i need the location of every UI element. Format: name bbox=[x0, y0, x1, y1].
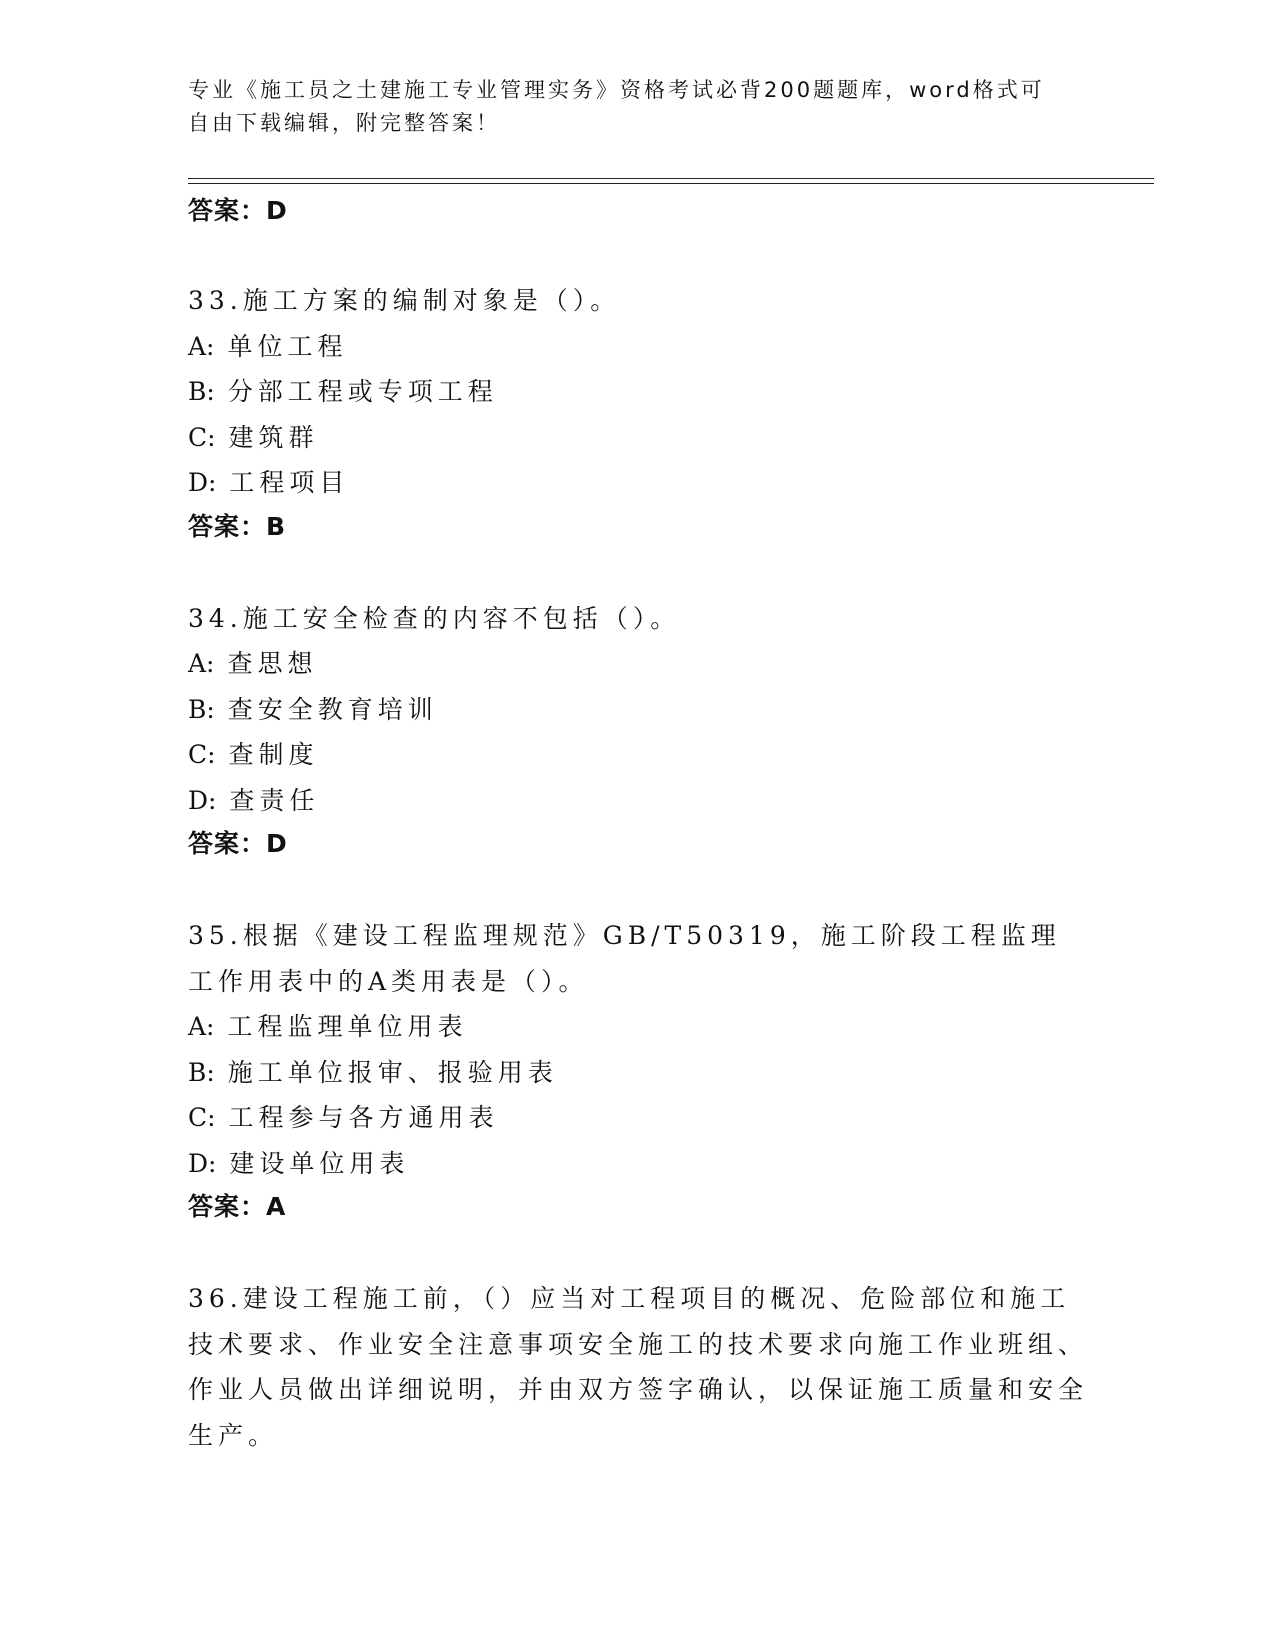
option-key: B: bbox=[188, 694, 215, 724]
option-key: D: bbox=[188, 1148, 217, 1178]
option-text: 工程监理单位用表 bbox=[227, 1012, 468, 1041]
answer-value: A bbox=[266, 1192, 287, 1221]
question-33 bbox=[188, 278, 1088, 552]
question-stem: 36.建设工程施工前，（）应当对工程项目的概况、危险部位和施工技术要求、作业安全注意事项安全施工的技术要求向施工作业班组、作业人员做出详细说明，并由双方签字确认，以保证施工质量和安全生产。 bbox=[188, 1284, 1089, 1450]
answer-line bbox=[188, 1186, 1088, 1232]
option-a bbox=[188, 641, 1088, 687]
option-b bbox=[188, 1050, 1088, 1096]
option-b bbox=[188, 687, 1088, 733]
option-key: B: bbox=[188, 377, 215, 406]
question-36 bbox=[188, 1276, 1088, 1458]
question-34 bbox=[188, 596, 1088, 870]
answer-label: 答案： bbox=[188, 829, 267, 858]
option-text: 查安全教育培训 bbox=[227, 694, 438, 724]
option-d bbox=[188, 778, 1088, 824]
option-d bbox=[188, 1141, 1088, 1187]
option-text: 单位工程 bbox=[227, 331, 348, 361]
option-a bbox=[188, 324, 1088, 370]
option-c bbox=[188, 1095, 1088, 1141]
option-text: 查责任 bbox=[229, 785, 320, 815]
option-text: 建设单位用表 bbox=[229, 1148, 410, 1178]
header-rule-bottom bbox=[188, 183, 1154, 184]
answer-value: D bbox=[266, 829, 288, 858]
answer-label: 答案： bbox=[188, 511, 267, 541]
content-body bbox=[188, 190, 1088, 1458]
option-key: C: bbox=[188, 740, 216, 769]
document-header: 专业《施工员之土建施工专业管理实务》资格考试必背200题题库，word格式可 自由下载编辑，附完整答案！ bbox=[188, 78, 1045, 135]
option-key: A: bbox=[188, 1012, 215, 1041]
option-text: 建筑群 bbox=[228, 422, 319, 452]
question-stem: 33.施工方案的编制对象是（）。 bbox=[188, 286, 621, 315]
option-key: A: bbox=[188, 331, 215, 361]
option-key: B: bbox=[188, 1057, 215, 1087]
header-rule-top bbox=[188, 178, 1154, 179]
option-key: D: bbox=[188, 468, 217, 497]
answer-value: B bbox=[266, 511, 287, 541]
option-c bbox=[188, 732, 1088, 778]
option-text: 查制度 bbox=[228, 740, 319, 769]
option-d bbox=[188, 460, 1088, 506]
answer-label: 答案： bbox=[188, 1192, 267, 1221]
option-text: 施工单位报审、报验用表 bbox=[227, 1057, 558, 1087]
option-key: D: bbox=[188, 785, 217, 815]
option-b bbox=[188, 369, 1088, 415]
question-35 bbox=[188, 913, 1088, 1232]
option-text: 工程项目 bbox=[229, 468, 350, 497]
question-stem: 35.根据《建设工程监理规范》GB/T50319，施工阶段工程监理工作用表中的A类用表是（）。 bbox=[188, 921, 1061, 996]
option-c bbox=[188, 415, 1088, 461]
option-key: C: bbox=[188, 422, 216, 452]
option-text: 分部工程或专项工程 bbox=[227, 377, 498, 406]
option-text: 工程参与各方通用表 bbox=[228, 1103, 499, 1132]
option-key: C: bbox=[188, 1103, 216, 1132]
question-stem: 34.施工安全检查的内容不包括（）。 bbox=[188, 603, 681, 633]
option-a bbox=[188, 1004, 1088, 1050]
answer-value: D bbox=[266, 196, 288, 225]
option-text: 查思想 bbox=[227, 649, 318, 678]
answer-label: 答案： bbox=[188, 196, 267, 225]
option-key: A: bbox=[188, 649, 215, 678]
answer-line bbox=[188, 506, 1088, 552]
answer-line bbox=[188, 190, 1088, 236]
answer-line bbox=[188, 823, 1088, 869]
